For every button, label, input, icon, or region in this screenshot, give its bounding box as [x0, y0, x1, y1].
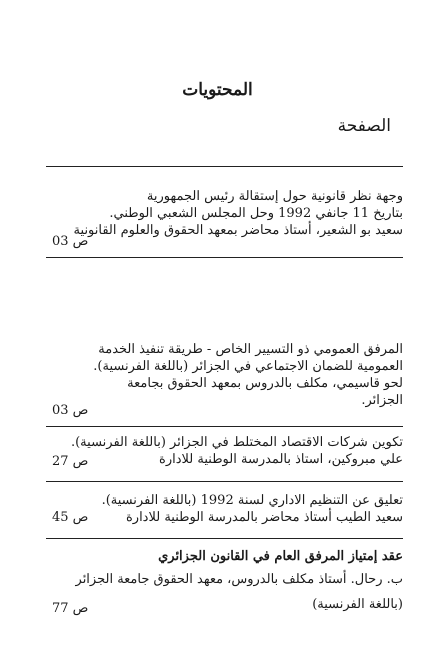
entry-title-line: العمومية للضمان الاجتماعي في الجزائر (باللغة الفرنسية). — [93, 359, 403, 374]
entry-page-number: ص 27 — [52, 454, 89, 469]
divider — [46, 481, 403, 482]
toc-entry — [46, 341, 403, 418]
entry-title-line: المرفق العمومي ذو التسيير الخاص - طريقة تنفيذ الخدمة — [98, 342, 403, 357]
entry-title-line: تكوين شركات الاقتصاد المختلط في الجزائر (باللغة الفرنسية). — [70, 435, 403, 450]
divider — [46, 538, 403, 539]
entry-title-line: تعليق عن التنظيم الاداري لسنة 1992 (باللغة الفرنسية). — [101, 493, 403, 508]
entry-author-line: لحو قاسيمي، مكلف بالدروس بمعهد الحقوق بجامعة — [127, 376, 403, 391]
page-title: المحتويات — [182, 80, 253, 100]
toc-entry — [46, 188, 403, 249]
entry-author-line: سعيد بو الشعير، أستاذ محاضر بمعهد الحقوق والعلوم القانونية — [73, 223, 403, 238]
divider — [46, 166, 403, 167]
page-column-header: الصفحة — [337, 116, 391, 136]
entry-author-line: الجزائر. — [361, 393, 403, 408]
entry-author-line: علي مبروكين، استاذ بالمدرسة الوطنية للادارة — [159, 452, 403, 467]
divider — [46, 257, 403, 258]
divider — [46, 426, 403, 427]
entry-author-line: سعيد الطيب أستاذ محاضر بالمدرسة الوطنية للادارة — [125, 510, 403, 525]
toc-entry — [46, 434, 403, 468]
toc-entry — [46, 548, 403, 616]
entry-title-line: وجهة نظر قانونية حول إستقالة رئيس الجمهورية — [146, 189, 403, 204]
entry-title-line: بتاريخ 11 جانفي 1992 وحل المجلس الشعبي الوطني. — [109, 206, 403, 221]
entry-author-line: (باللغة الفرنسية) — [312, 597, 403, 612]
entry-page-number: ص 03 — [52, 403, 89, 418]
entry-page-number: ص 03 — [52, 234, 89, 249]
entry-page-number: ص 45 — [52, 510, 89, 525]
toc-entry — [46, 492, 403, 526]
entry-title-line: عقد إمتياز المرفق العام في القانون الجزائري — [158, 549, 403, 564]
entry-page-number: ص 77 — [52, 601, 89, 616]
entry-author-line: ب. رحال. أستاذ مكلف بالدروس، معهد الحقوق جامعة الجزائر — [75, 572, 403, 587]
